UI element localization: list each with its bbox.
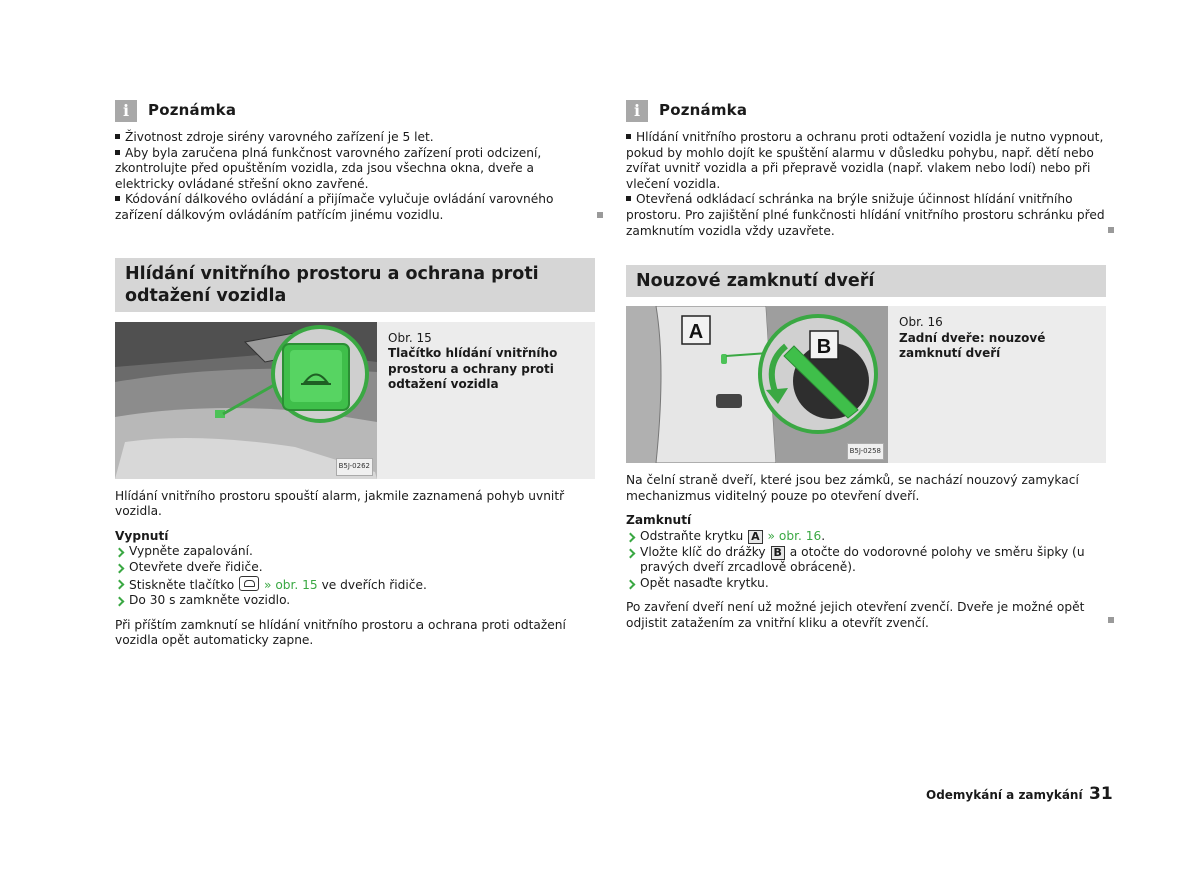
step-item (626, 545, 1106, 576)
figure-reference-link[interactable]: » obr. 15 (264, 577, 318, 592)
info-icon: i (115, 100, 137, 122)
left-column (115, 98, 595, 649)
figure-15-image (115, 322, 377, 479)
end-marker (1108, 227, 1114, 233)
figure-label: Obr. 16 (899, 315, 943, 330)
outro-paragraph: Po zavření dveří není už možné jejich otevření zvenčí. Dveře je možné opět odjistit zatažením za vnitřní kliku a otevřít zvenčí. (626, 600, 1085, 630)
page-number: 31 (1089, 784, 1113, 804)
step-text: ve dveřích řidiče. (321, 577, 427, 592)
figure-caption (377, 322, 595, 479)
figure-16-image (626, 306, 888, 463)
note-item: Životnost zdroje sirény varovného zařízení je 5 let. (115, 130, 595, 146)
step-text: Stiskněte tlačítko (129, 577, 235, 592)
label-b-box: B (771, 546, 785, 560)
tag-b: B (816, 336, 832, 359)
figure-label: Obr. 15 (388, 330, 432, 345)
figure-caption (888, 306, 1106, 463)
door-lock-illustration (626, 306, 888, 463)
intro-paragraph: Na čelní straně dveří, které jsou bez zámků, se nachází nouzový zamykací mechanizmus viditelný pouze po otevření dveří. (626, 473, 1079, 503)
end-marker (597, 212, 603, 218)
right-column (626, 98, 1106, 632)
subheading-zamknuti: Zamknutí (626, 513, 692, 528)
footer-chapter-title: Odemykání a zamykání (926, 788, 1083, 802)
figure-reference-link[interactable]: » obr. 16 (767, 528, 822, 543)
step-item: Do 30 s zamkněte vozidlo. (115, 593, 595, 609)
figure-caption-text: Zadní dveře: nouzové zamknutí dveří (899, 330, 1046, 361)
step-text: Vložte klíč do drážky (640, 544, 766, 559)
note-item: Kódování dálkového ovládání a přijímače vylučuje ovládání varovného zařízení dálkovým ovládáním patřícím jinému vozidlu. (115, 192, 595, 223)
end-marker (1108, 617, 1114, 623)
note-item: Aby byla zaručena plná funkčnost varovného zařízení proti odcizení, zkontrolujte před opuštěním vozidla, zda jsou všechna okna, dveře a elektricky ovládané střešní okno zavřené. (115, 146, 595, 193)
step-item: Vypněte zapalování. (115, 544, 595, 560)
figure-code: B5J-0262 (336, 458, 373, 476)
step-item (626, 529, 1106, 545)
alarm-button-icon (239, 576, 259, 591)
step-item (115, 576, 595, 594)
outro-paragraph: Při příštím zamknutí se hlídání vnitřního prostoru a ochrana proti odtažení vozidla opět automaticky zapne. (115, 617, 566, 648)
label-a-box: A (748, 530, 763, 544)
step-text: a otočte do vodorovné polohy ve směru šipky (u pravých dveří zrcadlově obráceně). (640, 544, 1085, 575)
tag-a: A (688, 321, 704, 344)
note-title: Poznámka (148, 101, 237, 120)
figure-code: B5J-0258 (847, 443, 884, 461)
figure-caption-text: Tlačítko hlídání vnitřního prostoru a ochrany proti odtažení vozidla (388, 346, 558, 392)
figure-15 (115, 322, 595, 479)
subheading-vypnuti: Vypnutí (115, 528, 169, 543)
section-title: Hlídání vnitřního prostoru a ochrana proti odtažení vozidla (115, 258, 595, 312)
step-text: . (821, 528, 826, 543)
note-title: Poznámka (659, 101, 748, 120)
step-text: Odstraňte krytku (640, 528, 744, 543)
note-header (626, 98, 1106, 124)
intro-paragraph: Hlídání vnitřního prostoru spouští alarm, jakmile zaznamená pohyb uvnitř vozidla. (115, 488, 565, 519)
note-item: Hlídání vnitřního prostoru a ochranu proti odtažení vozidla je nutno vypnout, pokud by mohlo dojít ke spuštění alarmu v důsledku pohybu, např. dětí nebo zvířat uvnitř vozidla a při přepravě vozidla (např. vlakem nebo lodí) nebo při vlečení vozidla. (626, 130, 1106, 192)
section-title: Nouzové zamknutí dveří (626, 265, 1106, 297)
figure-16 (626, 306, 1106, 463)
step-item: Opět nasaďte krytku. (626, 576, 1106, 592)
note-item: Otevřená odkládací schránka na brýle snižuje účinnost hlídání vnitřního prostoru. Pro zajištění plné funkčnosti hlídání vnitřního prostoru schránku před zamknutím vozidla vždy uzavřete. (626, 192, 1105, 238)
info-icon: i (626, 100, 648, 122)
note-header (115, 98, 595, 124)
step-item: Otevřete dveře řidiče. (115, 560, 595, 576)
door-panel-illustration (115, 322, 377, 479)
